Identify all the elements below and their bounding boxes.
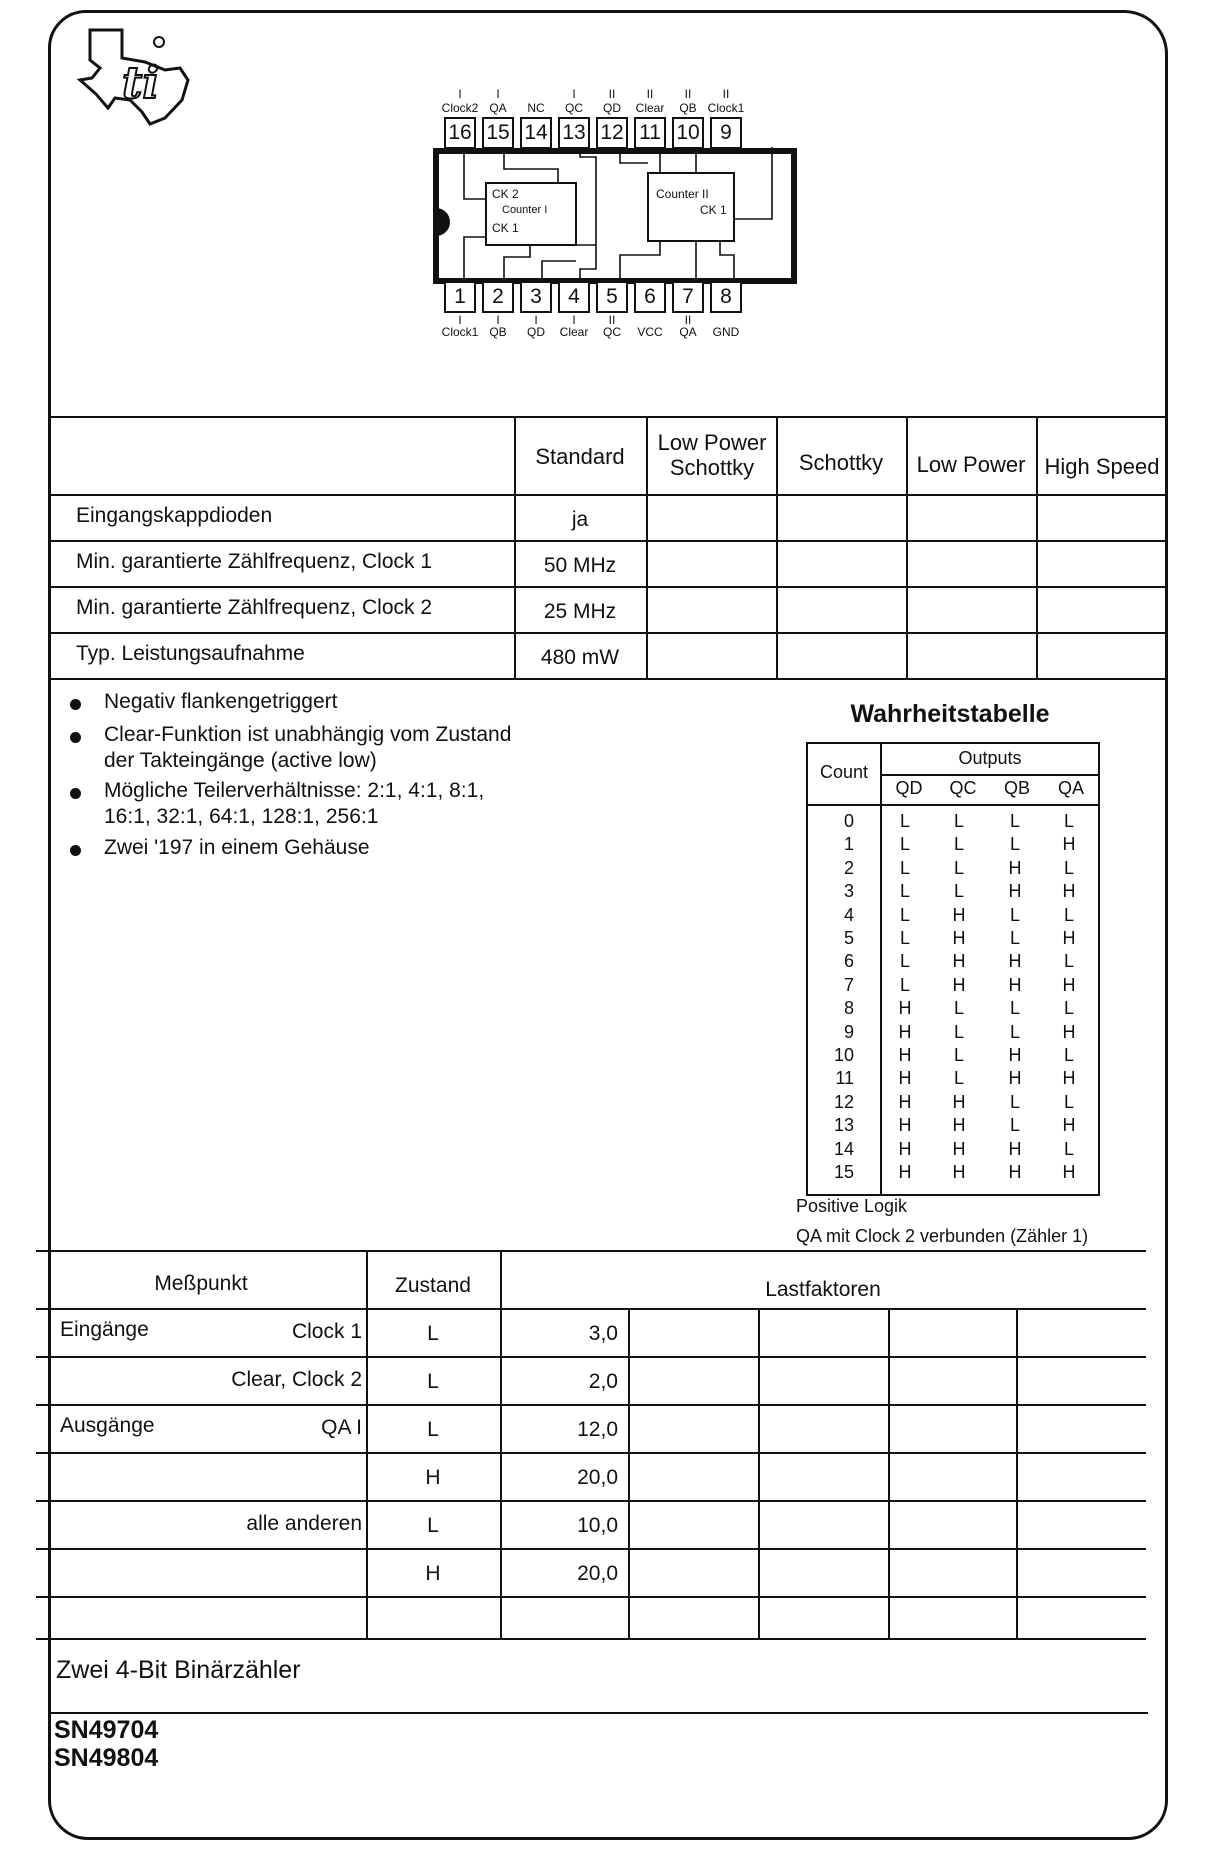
tt-col-qa: QA — [1057, 778, 1084, 798]
counter2-ck1: CK 1 — [700, 203, 727, 217]
tt-cell-qb: H — [1008, 857, 1022, 878]
tt-note-positive-logic: Positive Logik — [796, 1196, 908, 1216]
pin-top-2: 14 — [520, 117, 552, 149]
tt-cell-qd: H — [898, 1091, 912, 1112]
row-standard-1: 50 MHz — [543, 554, 617, 577]
tt-cell-qc: H — [952, 1091, 966, 1112]
tt-col-qc: QC — [949, 778, 977, 798]
tt-cell-qc: L — [953, 1045, 964, 1066]
tt-cell-count: 9 — [843, 1021, 854, 1042]
tt-cell-qd: L — [899, 974, 910, 995]
tt-note-connection: QA mit Clock 2 verbunden (Zähler 1) — [796, 1226, 1089, 1246]
pin-bottom-label-7: GND — [712, 325, 740, 339]
tt-cell-qa: H — [1062, 928, 1076, 949]
tt-cell-count: 4 — [843, 904, 854, 925]
counter2-name: Counter II — [656, 187, 709, 201]
lt-zustand: L — [427, 1370, 439, 1393]
tt-col-qd: QD — [895, 778, 923, 798]
pin-bottom-sup-6: II — [684, 313, 692, 327]
row-label-3: Typ. Leistungsaufnahme — [76, 642, 305, 665]
lt-zustand: L — [427, 1322, 439, 1345]
lt-value: 3,0 — [588, 1322, 618, 1345]
tt-cell-qc: L — [953, 881, 964, 902]
pin-bottom-1: 2 — [482, 281, 514, 313]
tt-cell-count: 11 — [835, 1068, 854, 1089]
tt-cell-qa: L — [1063, 1138, 1074, 1159]
part-number-1: SN49704 — [54, 1716, 159, 1744]
tt-cell-qa: H — [1062, 1162, 1076, 1183]
tt-cell-count: 3 — [843, 881, 854, 902]
col-low-power: Low Power — [916, 452, 1026, 477]
feature-item: Mögliche Teilerverhältnisse: 2:1, 4:1, 8:1, — [104, 779, 485, 802]
tt-cell-count: 5 — [843, 928, 854, 949]
row-label-2: Min. garantierte Zählfrequenz, Clock 2 — [76, 596, 433, 619]
pin-bottom-5: 6 — [634, 281, 666, 313]
tt-cell-qa: L — [1063, 811, 1074, 831]
pin-top-label-2: NC — [527, 101, 545, 115]
lt-header-lastfaktoren: Lastfaktoren — [765, 1278, 881, 1301]
row-label-0: Eingangskappdioden — [76, 504, 273, 527]
tt-cell-qb: L — [1009, 998, 1020, 1019]
lt-zustand: L — [427, 1514, 439, 1537]
lt-value: 20,0 — [577, 1466, 618, 1489]
pin-bottom-label-3: Clear — [559, 325, 589, 339]
tt-cell-qa: H — [1062, 881, 1076, 902]
tt-cell-qb: L — [1009, 834, 1020, 855]
lt-group: Ausgänge — [60, 1414, 155, 1437]
pin-bottom-label-1: QB — [489, 325, 507, 339]
tt-cell-count: 0 — [843, 811, 854, 831]
lt-signal: Clear, Clock 2 — [231, 1368, 362, 1391]
pin-bottom-4: 5 — [596, 281, 628, 313]
tt-cell-qa: L — [1063, 998, 1074, 1019]
tt-cell-qa: H — [1062, 834, 1076, 855]
tt-cell-qb: H — [1008, 1162, 1022, 1183]
col-schottky: Schottky — [798, 450, 884, 475]
tt-cell-count: 14 — [833, 1138, 854, 1159]
pin-top-label-1: QA — [489, 101, 507, 115]
feature-item: Clear-Funktion ist unabhängig vom Zustand — [104, 723, 512, 746]
ti-logo — [70, 20, 200, 130]
pin-top-label-5: Clear — [635, 101, 665, 115]
tt-cell-qa: L — [1063, 1045, 1074, 1066]
pinout-diagram — [430, 85, 810, 365]
pin-bottom-label-4: QC — [603, 325, 621, 339]
col-standard: Standard — [535, 444, 625, 469]
lt-value: 12,0 — [577, 1418, 618, 1441]
pin-bottom-sup-4: II — [608, 313, 616, 327]
tt-cell-count: 7 — [843, 974, 854, 995]
pin-bottom-label-2: QD — [527, 325, 545, 339]
pin-bottom-3: 4 — [558, 281, 590, 313]
tt-cell-qa: H — [1062, 1115, 1076, 1136]
tt-cell-count: 10 — [833, 1045, 854, 1066]
pin-bottom-7: 8 — [710, 281, 742, 313]
bullet-icon — [70, 845, 81, 856]
tt-cell-qd: H — [898, 1021, 912, 1042]
tt-cell-count: 2 — [843, 857, 854, 878]
tt-cell-qd: H — [898, 1115, 912, 1136]
tt-cell-qc: H — [952, 928, 966, 949]
description: Zwei 4-Bit Binärzähler — [56, 1656, 301, 1684]
tt-cell-qd: L — [899, 904, 910, 925]
tt-cell-qd: H — [898, 1045, 912, 1066]
truth-table-title: Wahrheitstabelle — [850, 700, 1050, 728]
tt-cell-qc: H — [952, 951, 966, 972]
lt-value: 10,0 — [577, 1514, 618, 1537]
tt-cell-qb: H — [1008, 881, 1022, 902]
lt-zustand: H — [425, 1466, 441, 1489]
tt-cell-qc: L — [953, 811, 964, 831]
tt-cell-count: 6 — [843, 951, 854, 972]
feature-item: der Takteingänge (active low) — [104, 749, 377, 772]
counter1-ck2: CK 2 — [492, 187, 519, 201]
tt-qc-column — [938, 810, 980, 1185]
pin-top-5: 11 — [634, 117, 666, 149]
tt-cell-qa: H — [1062, 974, 1076, 995]
tt-cell-qc: L — [953, 857, 964, 878]
tt-cell-qc: H — [952, 1138, 966, 1159]
pin-bottom-sup-2: I — [534, 313, 538, 327]
pin-top-3: 13 — [558, 117, 590, 149]
counter1-name: Counter I — [502, 204, 548, 216]
pin-bottom-0: 1 — [444, 281, 476, 313]
tt-count-column — [808, 810, 854, 1185]
pin-top-7: 9 — [710, 117, 742, 149]
pin-top-label-0: Clock2 — [441, 101, 479, 115]
lt-header-zustand: Zustand — [395, 1274, 471, 1297]
tt-cell-qa: L — [1063, 951, 1074, 972]
tt-cell-qb: H — [1008, 951, 1022, 972]
tt-cell-qd: L — [899, 857, 910, 878]
tt-qa-column — [1048, 810, 1090, 1185]
lt-signal: alle anderen — [246, 1512, 362, 1535]
tt-cell-qc: L — [953, 1021, 964, 1042]
tt-cell-qd: H — [898, 1068, 912, 1089]
bullet-icon — [70, 699, 81, 710]
tt-cell-qb: L — [1009, 1115, 1020, 1136]
tt-cell-qa: H — [1062, 1021, 1076, 1042]
logo-text: ti — [122, 58, 160, 109]
tt-cell-qb: L — [1009, 928, 1020, 949]
tt-cell-count: 13 — [833, 1115, 854, 1136]
lt-value: 2,0 — [588, 1370, 618, 1393]
tt-cell-qb: L — [1009, 1091, 1020, 1112]
pin-bottom-6: 7 — [672, 281, 704, 313]
pin-top-label-3: QC — [565, 101, 583, 115]
tt-col-qb: QB — [1003, 778, 1030, 798]
tt-qb-column — [994, 810, 1036, 1185]
tt-cell-qc: H — [952, 904, 966, 925]
pin-top-sup-7: II — [722, 87, 730, 101]
tt-cell-qd: L — [899, 881, 910, 902]
tt-cell-qd: H — [898, 1162, 912, 1183]
feature-item: 16:1, 32:1, 64:1, 128:1, 256:1 — [104, 805, 379, 828]
tt-cell-qb: L — [1009, 904, 1020, 925]
tt-cell-qb: H — [1008, 1138, 1022, 1159]
load-factor-table — [36, 1250, 1146, 1640]
lt-signal: QA I — [321, 1416, 362, 1439]
pin-top-sup-1: I — [496, 87, 500, 101]
tt-cell-qd: H — [898, 998, 912, 1019]
pin-bottom-sup-0: I — [458, 313, 462, 327]
pin-top-0: 16 — [444, 117, 476, 149]
tt-cell-qa: L — [1063, 904, 1074, 925]
tt-cell-qc: H — [952, 974, 966, 995]
tt-cell-qc: L — [953, 834, 964, 855]
pin-top-label-4: QD — [603, 101, 621, 115]
tt-cell-qd: H — [898, 1138, 912, 1159]
row-standard-3: 480 mW — [540, 646, 620, 669]
tt-cell-count: 8 — [843, 998, 854, 1019]
pin-bottom-label-6: QA — [679, 325, 697, 339]
pin-top-sup-4: II — [608, 87, 616, 101]
counter1-ck1: CK 1 — [492, 221, 519, 235]
feature-list — [60, 688, 580, 888]
tt-cell-qc: H — [952, 1162, 966, 1183]
feature-item: Negativ flankengetriggert — [104, 690, 338, 713]
lt-header-messpunkt: Meßpunkt — [154, 1272, 248, 1295]
tt-cell-qc: H — [952, 1115, 966, 1136]
part-number-2: SN49804 — [54, 1744, 159, 1772]
lt-zustand: L — [427, 1418, 439, 1441]
pin-bottom-label-0: Clock1 — [441, 325, 479, 339]
tt-cell-qd: L — [899, 834, 910, 855]
lt-zustand: H — [425, 1562, 441, 1585]
spec-table — [48, 416, 1168, 686]
tt-cell-qc: L — [953, 1068, 964, 1089]
pin-bottom-2: 3 — [520, 281, 552, 313]
lt-value: 20,0 — [577, 1562, 618, 1585]
pin-bottom-sup-1: I — [496, 313, 500, 327]
col-low-power-schottky: Low Power Schottky — [657, 430, 767, 480]
tt-cell-qb: H — [1008, 974, 1022, 995]
pin-top-sup-5: II — [646, 87, 654, 101]
pin-top-sup-3: I — [572, 87, 576, 101]
bullet-icon — [70, 732, 81, 743]
tt-cell-count: 12 — [833, 1091, 854, 1112]
tt-cell-qa: H — [1062, 1068, 1076, 1089]
pin-bottom-sup-3: I — [572, 313, 576, 327]
tt-cell-qb: H — [1008, 1045, 1022, 1066]
feature-item: Zwei '197 in einem Gehäuse — [104, 836, 370, 859]
pin-bottom-label-5: VCC — [637, 325, 663, 339]
tt-cell-count: 15 — [833, 1162, 854, 1183]
row-standard-2: 25 MHz — [543, 600, 617, 623]
pin-top-sup-6: II — [684, 87, 692, 101]
tt-cell-qa: L — [1063, 1091, 1074, 1112]
tt-cell-qd: L — [899, 951, 910, 972]
row-standard-0: ja — [571, 508, 589, 531]
pin-top-4: 12 — [596, 117, 628, 149]
pin-top-1: 15 — [482, 117, 514, 149]
bullet-icon — [70, 788, 81, 799]
pin-top-label-6: QB — [679, 101, 697, 115]
row-label-1: Min. garantierte Zählfrequenz, Clock 1 — [76, 550, 433, 573]
pin-top-label-7: Clock1 — [707, 101, 745, 115]
tt-outputs-header: Outputs — [958, 748, 1022, 768]
pin-top-6: 10 — [672, 117, 704, 149]
tt-qd-column — [884, 810, 926, 1185]
tt-cell-qb: L — [1009, 1021, 1020, 1042]
tt-cell-count: 1 — [843, 834, 854, 855]
tt-cell-qb: H — [1008, 1068, 1022, 1089]
tt-cell-qd: L — [899, 811, 910, 831]
tt-cell-qa: L — [1063, 857, 1074, 878]
tt-cell-qc: L — [953, 998, 964, 1019]
tt-cell-qd: L — [899, 928, 910, 949]
lt-signal: Clock 1 — [291, 1320, 362, 1343]
col-high-speed: High Speed — [1044, 454, 1160, 479]
truth-table — [806, 742, 1100, 1196]
pin-top-sup-0: I — [458, 87, 462, 101]
tt-cell-qb: L — [1009, 811, 1020, 831]
lt-group: Eingänge — [60, 1318, 149, 1341]
tt-count-header: Count — [819, 762, 869, 782]
